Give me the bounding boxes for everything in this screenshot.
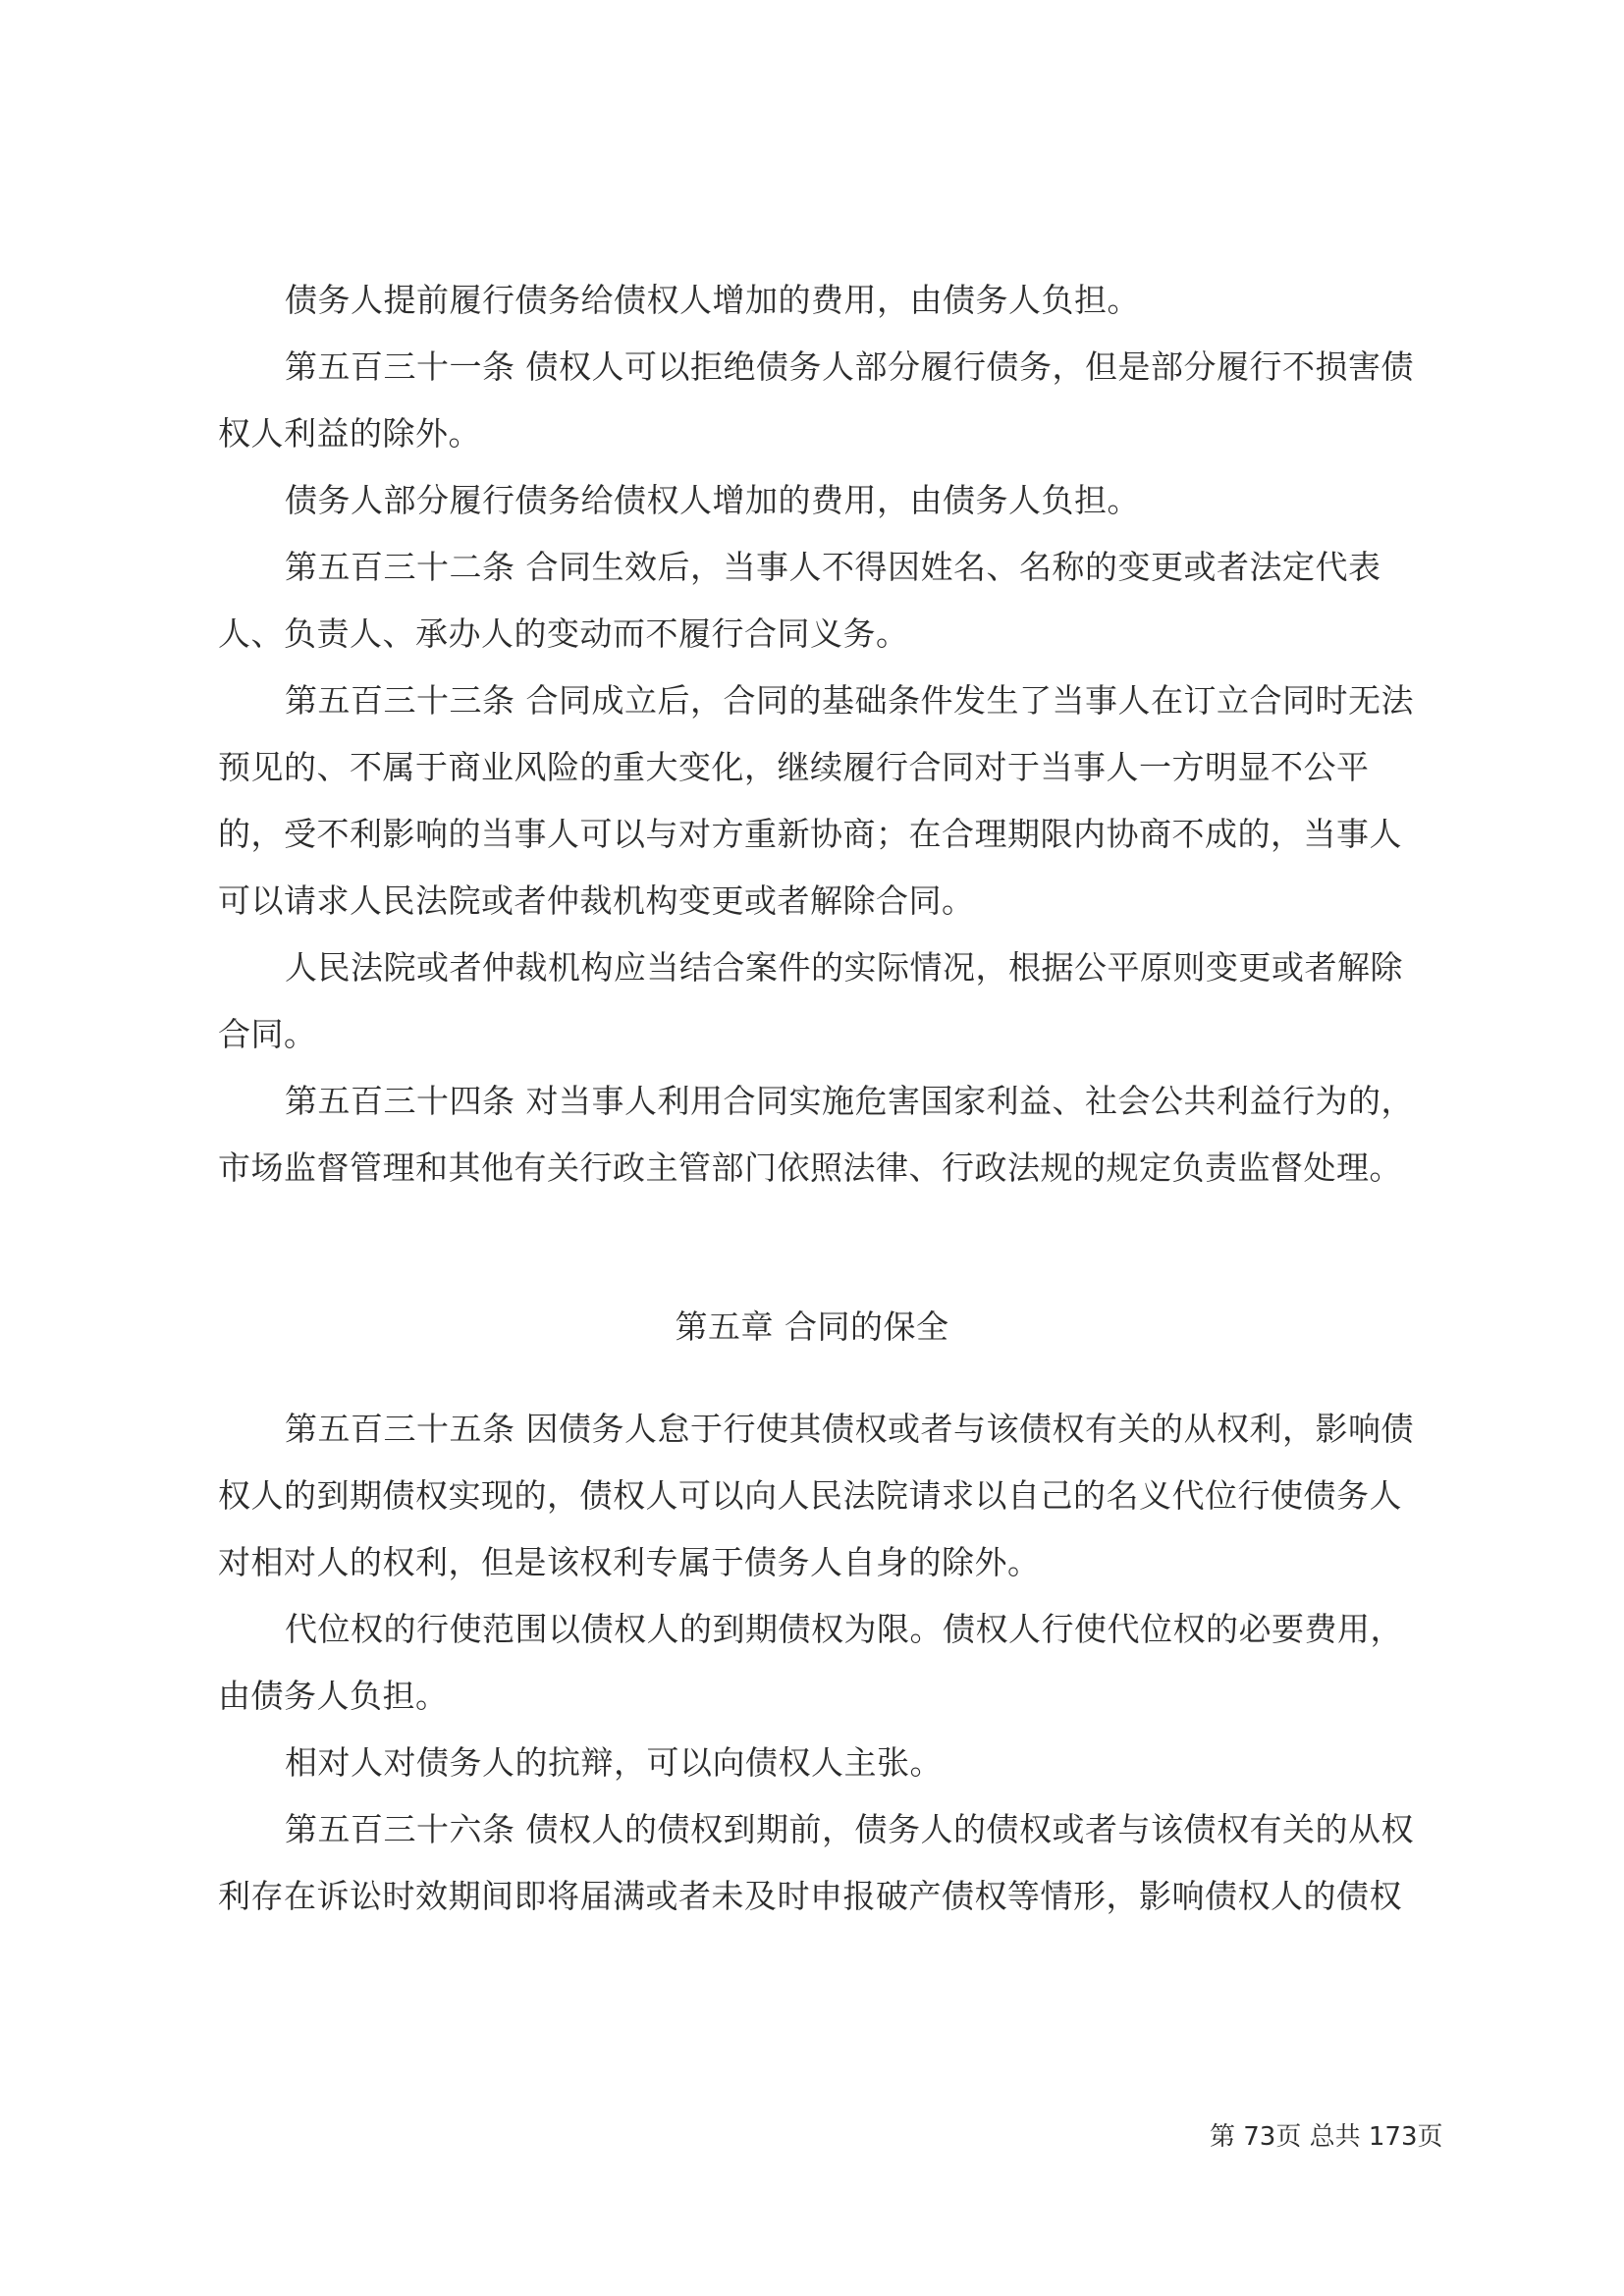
text-line: 人民法院或者仲裁机构应当结合案件的实际情况，根据公平原则变更或者解除 <box>285 948 1403 987</box>
text-line: 合同。 <box>218 1015 317 1053</box>
text-line: 代位权的行使范围以债权人的到期债权为限。债权人行使代位权的必要费用， <box>285 1610 1403 1648</box>
page-number-footer: 第 73页 总共 173页 <box>1210 2122 1443 2152</box>
text-line: 债务人部分履行债务给债权人增加的费用，由债务人负担。 <box>285 481 1140 519</box>
text-line: 预见的、不属于商业风险的重大变化，继续履行合同对于当事人一方明显不公平 <box>218 748 1370 786</box>
text-line: 可以请求人民法院或者仲裁机构变更或者解除合同。 <box>218 881 975 920</box>
text-line: 相对人对债务人的抗辩，可以向债权人主张。 <box>285 1743 943 1782</box>
text-line: 权人的到期债权实现的，债权人可以向人民法院请求以自己的名义代位行使债务人 <box>218 1476 1402 1515</box>
text-line: 第五百三十三条 合同成立后，合同的基础条件发生了当事人在订立合同时无法 <box>285 681 1414 720</box>
text-line: 市场监督管理和其他有关行政主管部门依照法律、行政法规的规定负责监督处理。 <box>218 1148 1402 1187</box>
text-line: 第五百三十六条 债权人的债权到期前，债务人的债权或者与该债权有关的从权 <box>285 1810 1414 1848</box>
text-line: 权人利益的除外。 <box>218 414 481 453</box>
text-line: 第五百三十四条 对当事人利用合同实施危害国家利益、社会公共利益行为的， <box>285 1082 1414 1120</box>
text-line: 第五百三十一条 债权人可以拒绝债务人部分履行债务，但是部分履行不损害债 <box>285 347 1414 386</box>
text-line: 人、负责人、承办人的变动而不履行合同义务。 <box>218 614 909 653</box>
text-line: 由债务人负担。 <box>218 1677 449 1715</box>
text-line: 利存在诉讼时效期间即将届满或者未及时申报破产债权等情形，影响债权人的债权 <box>218 1877 1402 1915</box>
text-line: 的，受不利影响的当事人可以与对方重新协商；在合理期限内协商不成的，当事人 <box>218 815 1402 853</box>
text-line: 对相对人的权利，但是该权利专属于债务人自身的除外。 <box>218 1543 1041 1581</box>
chapter-title: 第五章 合同的保全 <box>675 1308 949 1346</box>
text-line: 第五百三十五条 因债务人怠于行使其债权或者与该债权有关的从权利，影响债 <box>285 1410 1414 1448</box>
text-line: 第五百三十二条 合同生效后，当事人不得因姓名、名称的变更或者法定代表 <box>285 548 1381 586</box>
text-line: 债务人提前履行债务给债权人增加的费用，由债务人负担。 <box>285 281 1140 319</box>
